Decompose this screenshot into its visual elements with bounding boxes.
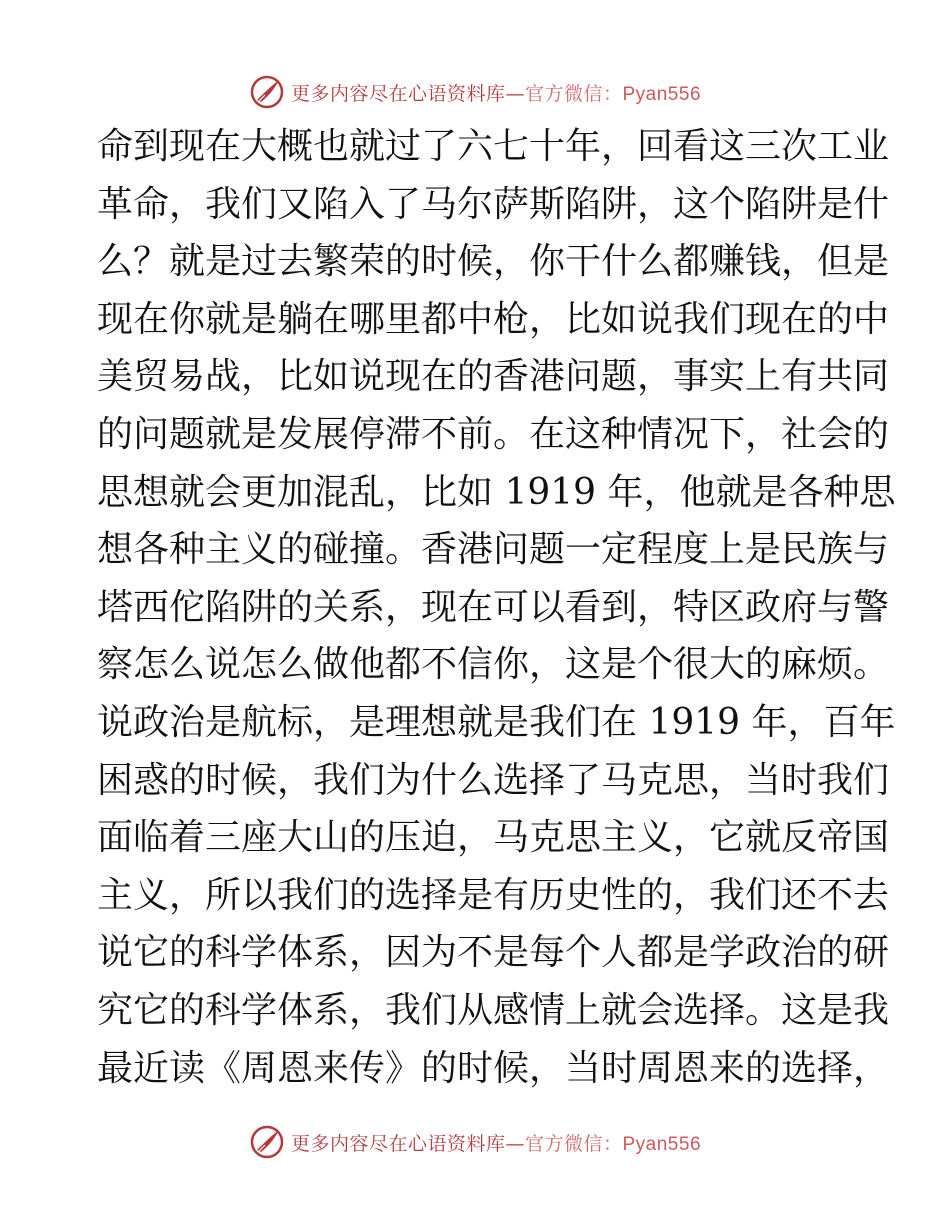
body-line: 命到现在大概也就过了六七十年，回看这三次工业 — [97, 126, 890, 167]
header-banner — [0, 72, 950, 112]
quill-pen-logo-icon — [249, 74, 285, 110]
header-banner-dash: — — [505, 82, 525, 105]
footer-banner-wechat-label: 官方微信： — [524, 1132, 623, 1155]
header-banner-wechat-id: Pyan556 — [622, 83, 702, 105]
body-line: 说政治是航标，是理想就是我们在 1919 年，百年 — [97, 701, 896, 743]
body-line: 想各种主义的碰撞。香港问题一定程度上是民族与 — [97, 529, 890, 571]
body-line: 最近读《周恩来传》的时候，当时周恩来的选择， — [97, 1047, 890, 1089]
quill-pen-logo-icon — [249, 1124, 285, 1160]
footer-banner — [0, 1122, 950, 1162]
body-line: 主义，所以我们的选择是有历史性的，我们还不去 — [97, 874, 890, 916]
body-text — [97, 118, 896, 1097]
footer-banner-dash: — — [505, 1132, 525, 1155]
header-banner-text — [291, 79, 701, 106]
body-line: 困惑的时候，我们为什么选择了马克思，当时我们 — [97, 759, 890, 801]
body-line: 说它的科学体系，因为不是每个人都是学政治的研 — [97, 932, 890, 974]
footer-banner-wechat-id: Pyan556 — [622, 1133, 702, 1155]
body-line: 美贸易战，比如说现在的香港问题，事实上有共同 — [97, 356, 890, 398]
body-line: 革命，我们又陷入了马尔萨斯陷阱，这个陷阱是什 — [97, 183, 890, 225]
body-line: 察怎么说怎么做他都不信你，这是个很大的麻烦。 — [97, 644, 890, 686]
header-banner-title: 更多内容尽在心语资料库 — [290, 82, 506, 105]
header-banner-wechat-label: 官方微信： — [524, 82, 623, 105]
body-line: 究它的科学体系，我们从感情上就会选择。这是我 — [97, 989, 890, 1031]
body-line: 现在你就是躺在哪里都中枪，比如说我们现在的中 — [97, 298, 890, 340]
body-line: 面临着三座大山的压迫，马克思主义，它就反帝国 — [97, 817, 890, 859]
body-line: 么？就是过去繁荣的时候，你干什么都赚钱，但是 — [97, 241, 890, 283]
footer-banner-text — [291, 1129, 701, 1156]
body-line: 塔西佗陷阱的关系，现在可以看到，特区政府与警 — [97, 586, 890, 628]
body-line: 的问题就是发展停滞不前。在这种情况下，社会的 — [97, 413, 890, 455]
footer-banner-title: 更多内容尽在心语资料库 — [290, 1132, 506, 1155]
body-line: 思想就会更加混乱，比如 1919 年，他就是各种思 — [97, 471, 896, 513]
